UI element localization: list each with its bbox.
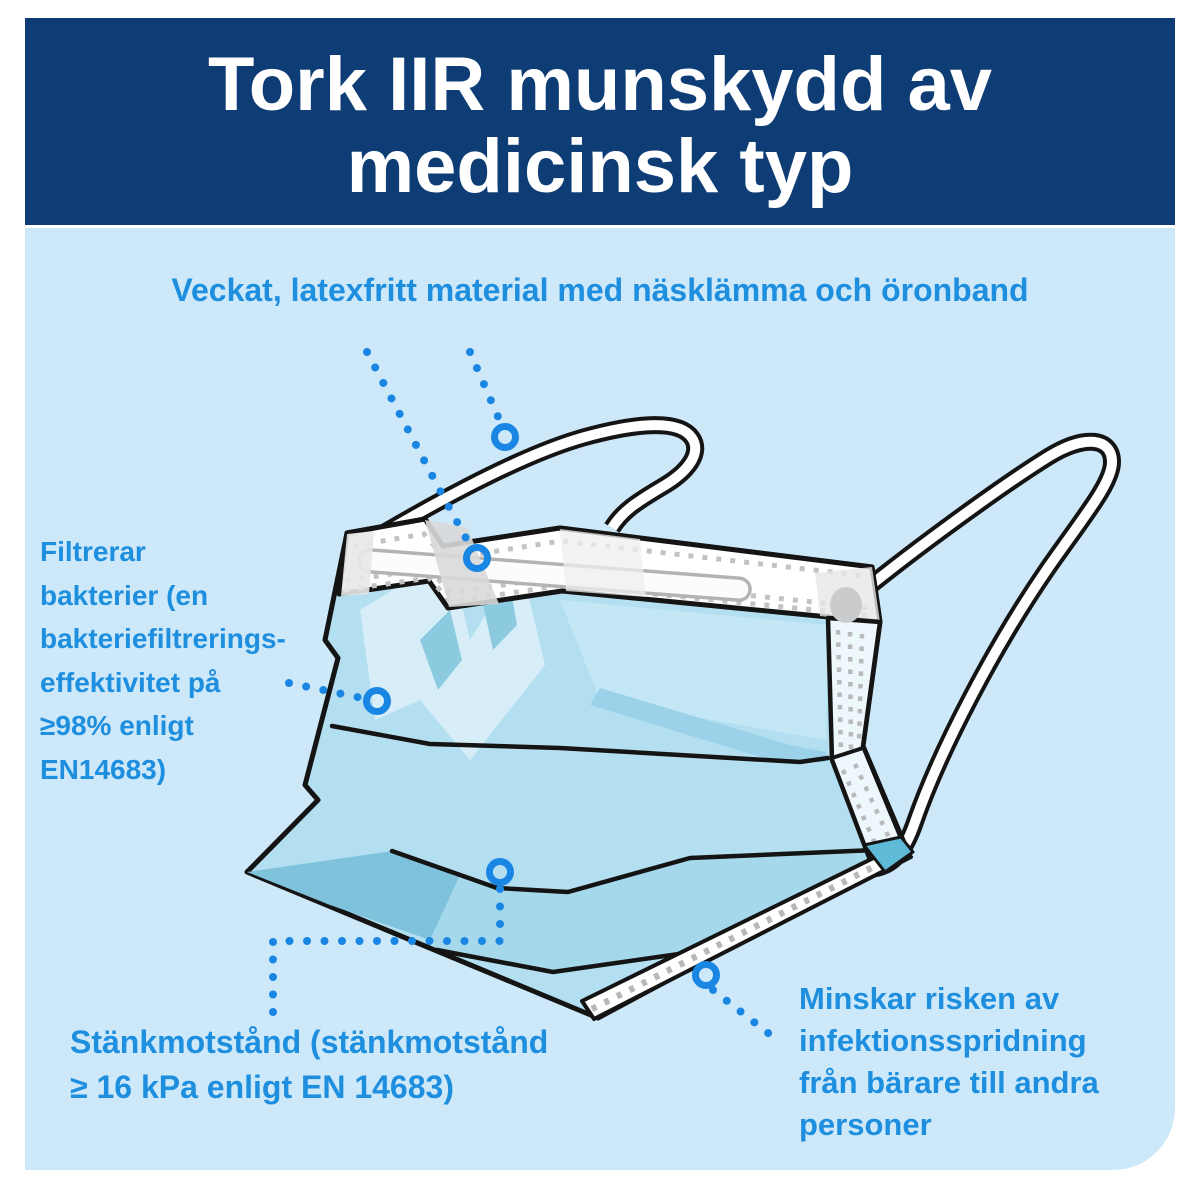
ear-loop-weld bbox=[830, 587, 862, 623]
leader-circle-infection bbox=[696, 965, 717, 986]
annotation-line: Minskar risken av bbox=[799, 981, 1060, 1016]
annotation-line: ≥98% enligt bbox=[40, 710, 194, 741]
annotation-filter bbox=[40, 530, 286, 791]
page-title-line1: Tork IIR munskydd av bbox=[207, 42, 993, 127]
annotation-line: personer bbox=[799, 1107, 932, 1142]
annotation-line: bakteriefiltrerings- bbox=[40, 623, 286, 654]
annotation-line: ≥ 16 kPa enligt EN 14683) bbox=[70, 1069, 454, 1105]
annotation-line: från bärare till andra bbox=[799, 1065, 1099, 1100]
annotation-line: bakterier (en bbox=[40, 579, 209, 611]
annotation-infection-protection bbox=[799, 978, 1099, 1146]
leader-circle-earloop bbox=[495, 427, 516, 448]
leader-line-earloop bbox=[470, 352, 502, 426]
page-title-line2: medicinsk typ bbox=[346, 124, 854, 209]
annotation-line: infektionsspridning bbox=[799, 1023, 1087, 1058]
annotation-line: effektivitet på bbox=[40, 666, 221, 698]
annotation-line: Filtrerar bbox=[40, 536, 146, 567]
subtitle-text: Veckat, latexfritt material med näsklämma och öronband bbox=[171, 272, 1029, 308]
annotation-line: EN14683) bbox=[40, 753, 167, 785]
annotation-splash-resistance bbox=[70, 1020, 548, 1110]
annotation-line: Stänkmotstånd (stänkmotstånd bbox=[70, 1024, 549, 1060]
leader-line-infection bbox=[713, 990, 777, 1040]
